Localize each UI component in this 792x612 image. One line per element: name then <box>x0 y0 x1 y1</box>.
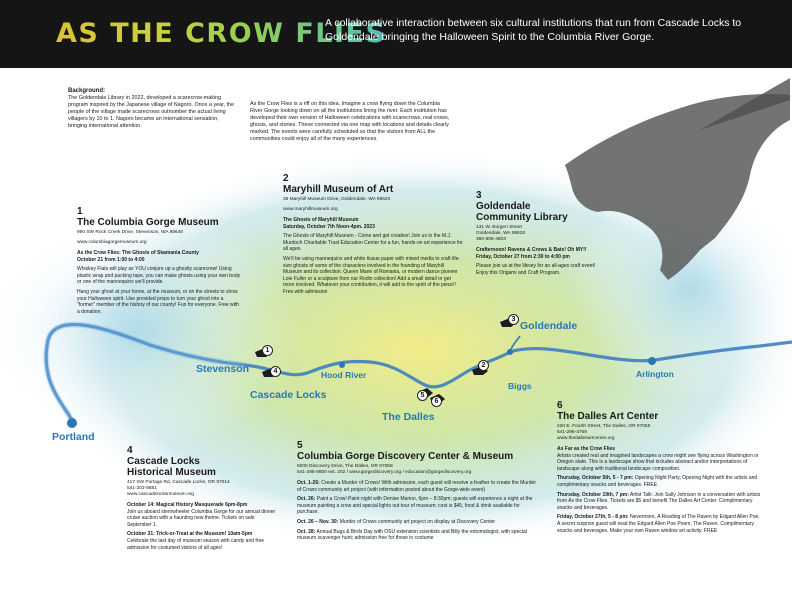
event-description: Please join us at the library for an all-ages craft event! Enjoy this Origami and Craft Program. <box>476 263 596 276</box>
map-label-biggs: Biggs <box>508 381 532 391</box>
event-description: Murder of Crows community art project on display at Discovery Center <box>339 518 496 525</box>
city-dot-arlington <box>648 357 656 365</box>
map-marker-3[interactable]: 3 <box>508 314 519 325</box>
event-title: Crafternoon! Ravens & Crows & Bats! Oh MY!! <box>476 247 587 253</box>
site-phone: 541-296-4759 <box>557 430 587 435</box>
event-date: Oct. 28: <box>297 528 316 535</box>
site-name: The Columbia Gorge Museum <box>77 217 219 228</box>
site-name: Historical Museum <box>127 467 216 478</box>
event-title: October 14: Magical History Masquerade 6pm-8pm <box>127 502 248 508</box>
event-title: As the Crow Flies: The Ghosts of Skamania County <box>77 250 199 256</box>
page-subtitle: A collaborative interaction between six cultural institutions that run from Cascade Locks to Goldendale bringing the Halloween Spirit to the Columbia River Gorge. <box>325 17 742 43</box>
event-date: Friday, October 27th, 5 - 8 pm: <box>557 514 629 521</box>
site-address: 35 Maryhill Museum Drive, Goldendale, WA 98620 <box>283 197 391 202</box>
event-date: Oct. 26 – Nov. 30: <box>297 518 339 525</box>
site-address: 131 W. Burgen Street <box>476 225 522 230</box>
site-name: Columbia Gorge Discovery Center & Museum <box>297 451 514 462</box>
site-address: 5000 Discovery Drive, The Dalles, OR 97058 <box>297 464 393 469</box>
site-name: Maryhill Museum of Art <box>283 184 394 195</box>
site-card-6 <box>557 400 762 537</box>
event-description: The Ghosts of Maryhill Museum - Come and get creative! Join us in the M.J. Murdoch Charitable Trust Education Center for a fun, hands-on art experience for all ages. <box>283 233 463 253</box>
site-phone: 541-203-8881 <box>127 486 157 491</box>
background-heading: Background: <box>68 88 106 94</box>
map-label-goldendale: Goldendale <box>520 320 578 332</box>
site-number: 2 <box>283 173 289 184</box>
map-marker-2[interactable]: 2 <box>478 360 489 371</box>
event-description: Hang your ghost at your home, at the museum, or on the streets to show your Halloween spirit. Use provided props to turn your ghost into a "former" member of the history of our county! Fun for everyone. Free with a donation. <box>77 288 239 315</box>
event-date: Thursday, October 5th, 5 - 7 pm: <box>557 475 634 482</box>
map-marker-6[interactable]: 6 <box>431 396 442 407</box>
site-address: 990 SW Rock Creek Drive, Stevenson, WA 98648 <box>77 230 183 235</box>
site-phone: 360-906-4803 <box>476 237 506 242</box>
event-description: Nevermore, A Reading of The Raven by Edgard Allen Poe, A secret surprise guest will read the Edgard Allen Poe Poem, The Raven. Complimentary snacks and beverages. Make your own Raven window art activity. FREE <box>557 514 760 534</box>
site-address: 220 E. Fourth Street, The Dalles, OR 97058 <box>557 424 651 429</box>
event-description: Annual Bugs & Birds Day with OSU extension scientists and Billy the entomologist, with special museum scavenger hunt; admission free for those in costume <box>297 528 527 542</box>
site-url[interactable]: www.cascadelocksmuseum.org <box>127 492 194 497</box>
site-card-1 <box>77 206 242 318</box>
site-url[interactable]: www.maryhillmuseum.org <box>283 207 338 212</box>
map-label-hood-river: Hood River <box>321 370 367 380</box>
event-date: October 21 from 1:00 to 4:00 <box>77 256 145 263</box>
event-description: Paint a Crow! Paint night with Denise Marion, 6pm – 8:30pm; guests will experience a night at the museum painting a crow and special lights out tour of museum; cost is $45, food & drink available for purchase. <box>297 496 533 516</box>
site-name: Goldendale <box>476 201 531 212</box>
map-label-arlington: Arlington <box>636 369 674 379</box>
city-dot-hood-river <box>339 362 345 368</box>
site-name: Community Library <box>476 212 568 223</box>
event-title: As Far as the Crow Flies <box>557 446 616 452</box>
city-dot-portland <box>67 418 77 428</box>
event-description: Opening Night Party, Opening Night with the artists and complimentary snacks and beverages. FREE <box>557 475 758 488</box>
site-number: 4 <box>127 445 133 456</box>
site-name: The Dalles Art Center <box>557 411 659 422</box>
event-date: Oct. 26: <box>297 496 316 503</box>
event-description: Artists created real and imagined landscapes a crow might see flying across Washington or Oregon state. This is a landscape show that includes abstract and/or interpretations of landscape along with traditional landscape composition. <box>557 452 759 472</box>
map-label-stevenson: Stevenson <box>196 363 250 375</box>
event-description: Join us aboard sternwheeler Columbia Gorge for our annual dinner cruise auction with a haunting new theme. Tickets on sale September 1. <box>127 508 276 528</box>
map-marker-4[interactable]: 4 <box>270 366 281 377</box>
event-date: Friday, October 27 from 2:30 to 4:00 pm <box>476 253 570 260</box>
site-address: Goldendale, WA 98620 <box>476 231 526 236</box>
site-card-4 <box>127 445 277 554</box>
map-label-portland: Portland <box>52 431 95 443</box>
event-title: October 31: Trick-or-Treat at the Museum! 10am-5pm <box>127 531 253 538</box>
map-label-the-dalles: The Dalles <box>382 411 435 423</box>
header-bar <box>0 0 792 68</box>
event-description: We'll be using mannequins and white tissue paper with mixed media to craft life-size ghosts of some of the characters involved in the founding of Maryhill Museum and its collection. Queen Marie of Romania, or modern dance pioneer Loie Fuller or a sculpture from our Rodin collection! Add a small detail or get more involved. Whatever your contribution, it will add to the spirit of the piece!! Free with admission <box>283 255 461 295</box>
page-title: AS THE CROW FLIES <box>56 18 387 49</box>
map-label-cascade-locks: Cascade Locks <box>250 389 327 401</box>
site-number: 3 <box>476 190 482 201</box>
site-url[interactable]: www.thedallesartcenter.org <box>557 436 615 441</box>
riff-text: As the Crow Flies is a riff on this idea. Imagine a crow flying down the Columbia River Gorge looking down on all the institutions lining the river. Each institution has developed their own version of Halloween celebrations with scarecrows, real crows, ghosts, and stories. These connected via one map with locations and details clearly marked. The events were carefully scheduled so that the visitors from ALL the communities could enjoy all of the many experiences. <box>250 101 450 142</box>
riff-section <box>250 101 450 143</box>
site-address: 417 SW Portage Rd, Cascade Locks, OR 97014 <box>127 480 230 485</box>
event-date: Saturday, October 7th Noon-4pm. 2023 <box>283 223 375 230</box>
background-section <box>68 88 238 130</box>
event-title: The Ghosts of Maryhill Museum <box>283 217 359 223</box>
city-dot-biggs <box>507 349 513 355</box>
site-name: Cascade Locks <box>127 456 200 467</box>
site-number: 1 <box>77 206 83 217</box>
map-marker-5[interactable]: 5 <box>417 390 428 401</box>
event-description: Whiskey Flats will play as YOU conjure up a ghostly scarecrow! Using plastic wrap and packing tape, you can make ghosts using your own body or one of the mannequins we'll provide. <box>77 266 241 286</box>
site-number: 5 <box>297 440 303 451</box>
background-text: The Goldendale Library in 2022, developed a scarecrow-making program inspired by the Japanese village of Nagoro. Once a year, the people of the village made scarecrows outnumber the actual living villagers by 10 to 1. Nagoro became an international sensation, bringing international attention. <box>68 94 235 129</box>
map-marker-1[interactable]: 1 <box>262 345 273 356</box>
event-date: Thursday, October 19th, 7 pm: <box>557 491 629 498</box>
site-card-2 <box>283 173 463 299</box>
event-description: Create a Murder of Crows! With admission, each guest will receive a feather to create the Murder of Crows community art project (with information posted about the Gorge-wide event) <box>297 480 537 493</box>
event-date: Oct. 1-26: <box>297 480 320 486</box>
event-description: Celebrate the last day of museum season with candy and free admission for costumed visitors of all ages! <box>127 537 265 551</box>
site-url[interactable]: www.columbiagorgemuseum.org <box>77 240 147 245</box>
site-contact: 541-296-8600 ext. 202 / www.gorgediscovery.org / education@gorgediscovery.org <box>297 470 472 475</box>
event-description: Artist Talk: Join Sally Johnson in a conversation with artists from As the Crow Flies. Tickets are $5 and benefit The Dalles Art Center. Complimentary snacks and beverages. <box>557 491 761 511</box>
site-card-5 <box>297 440 537 545</box>
site-card-3 <box>476 190 606 279</box>
site-number: 6 <box>557 400 563 411</box>
